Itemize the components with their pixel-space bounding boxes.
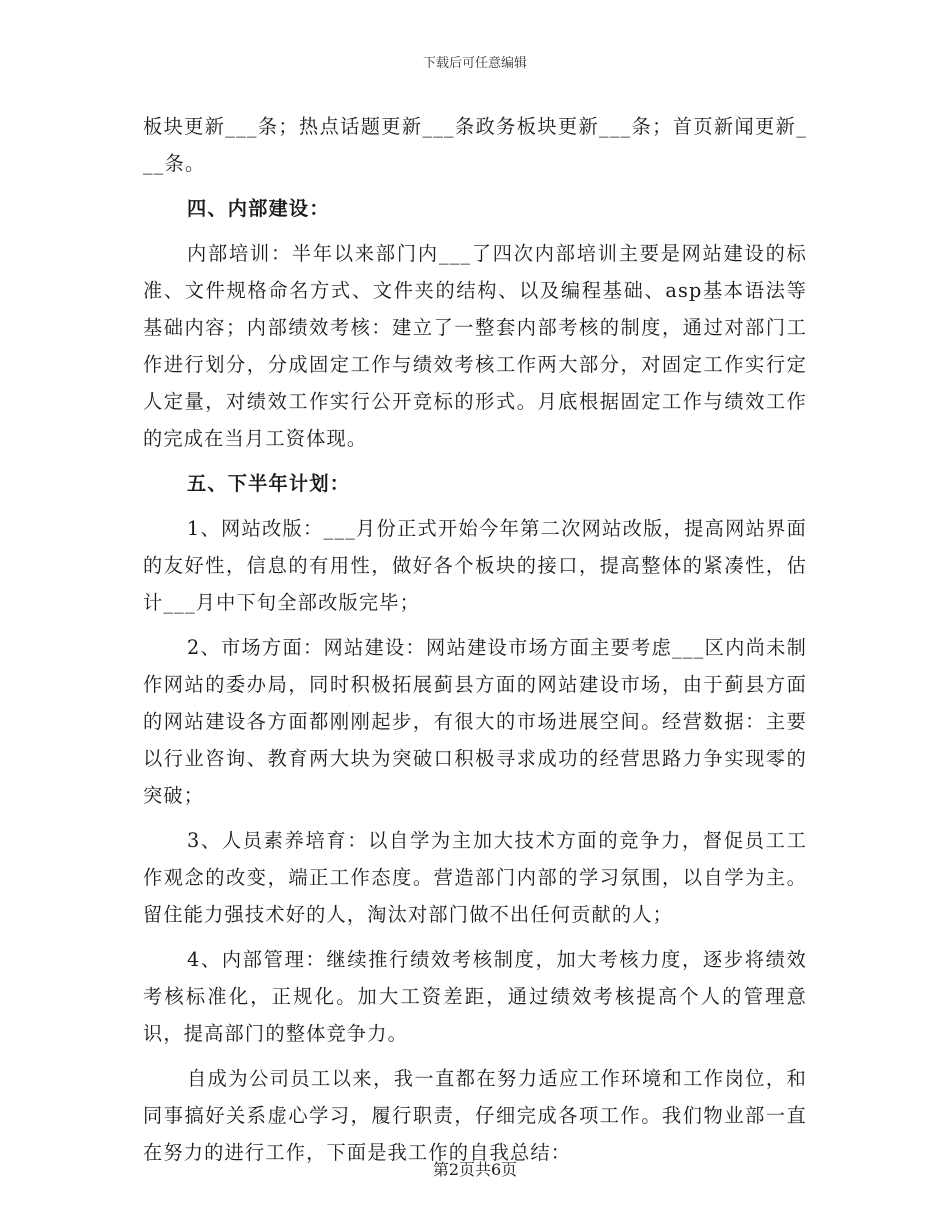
paragraph-internal-training: 内部培训：半年以来部门内___了四次内部培训主要是网站建设的标准、文件规格命名方式、文件夹的结构、以及编程基础、asp基本语法等基础内容；内部绩效考核：建立了一整套内部考核的制度，通过对部门工作进行划分，分成固定工作与绩效考核工作两大部分，对固定工作实行定人定量，对绩效工作实行公开竞标的形式。月底根据固定工作与绩效工作的完成在当月工资体现。 [143,242,807,450]
section-heading-second-half-plan: 五、下半年计划： [187,472,351,495]
paragraph-plan-market: 2、市场方面：网站建设：网站建设市场方面主要考虑___区内尚未制作网站的委办局，同时积极拓展蓟县方面的网站建设市场，由于蓟县方面的网站建设各方面都刚刚起步，有很大的市场进展空间。经营数据：主要以行业咨询、教育两大块为突破口积极寻求成功的经营思路力争实现零的突破； [143,636,807,807]
header-note: 下载后可任意编辑 [422,56,527,71]
section-heading-internal-construction: 四、内部建设： [187,197,330,220]
paragraph-updates: 板块更新___条；热点话题更新___条政务板块更新___条；首页新闻更新___条。 [143,115,807,175]
paragraph-self-summary-intro: 自成为公司员工以来，我一直都在努力适应工作环境和工作岗位，和同事搞好关系虚心学习，履行职责，仔细完成各项工作。我们物业部一直在努力的进行工作，下面是我工作的自我总结： [143,1067,807,1164]
paragraph-plan-internal-management: 4、内部管理：继续推行绩效考核制度，加大考核力度，逐步将绩效考核标准化，正规化。加大工资差距，通过绩效考核提高个人的管理意识，提高部门的整体竞争力。 [143,948,807,1045]
paragraph-plan-staff-training: 3、人员素养培育：以自学为主加大技术方面的竞争力，督促员工工作观念的改变，端正工作态度。营造部门内部的学习氛围，以自学为主。留住能力强技术好的人，淘汰对部门做不出任何贡献的人； [143,829,807,926]
paragraph-plan-website-redesign: 1、网站改版：___月份正式开始今年第二次网站改版，提高网站界面的友好性，信息的有用性，做好各个板块的接口，提高整体的紧凑性，估计___月中下旬全部改版完毕； [143,517,807,614]
page-number: 第2页共6页 [432,1160,518,1179]
document-body [143,108,807,1171]
